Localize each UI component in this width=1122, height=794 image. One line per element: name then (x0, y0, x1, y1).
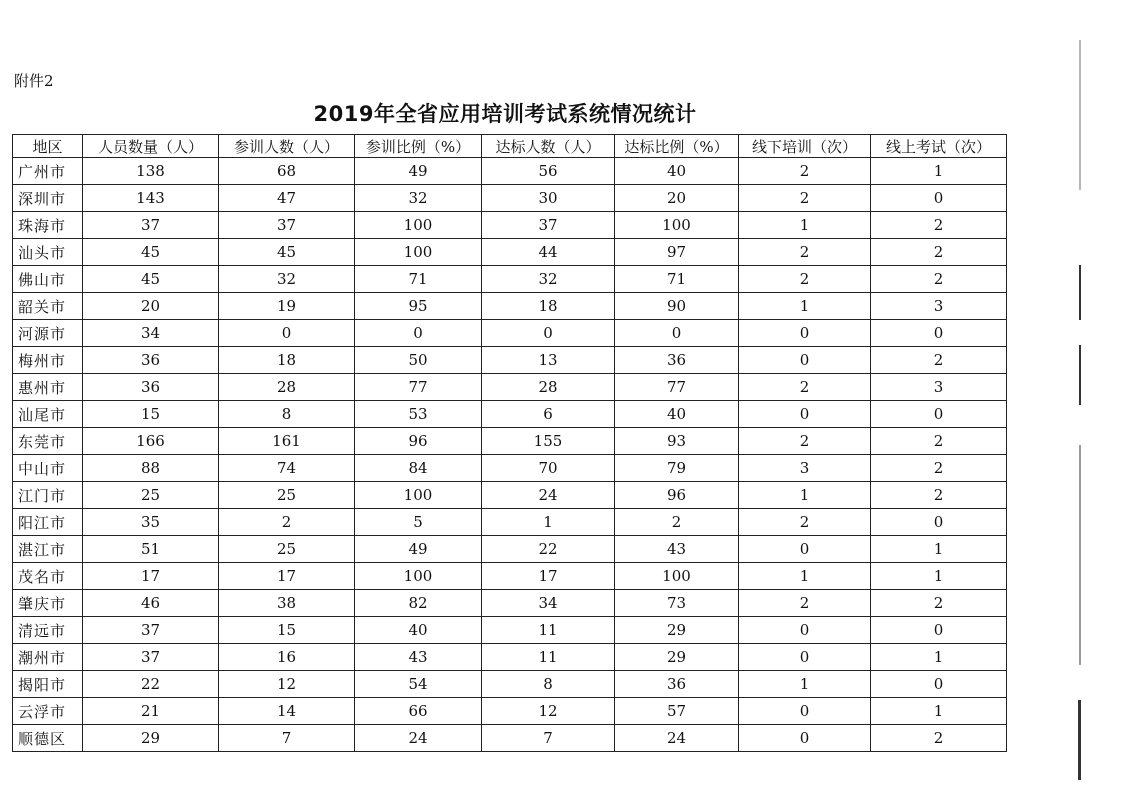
column-header: 线下培训（次） (739, 135, 871, 158)
value-cell: 100 (615, 212, 739, 239)
region-cell: 潮州市 (13, 644, 83, 671)
value-cell: 0 (871, 320, 1007, 347)
table-row (13, 374, 1007, 401)
value-cell: 36 (83, 347, 219, 374)
value-cell: 0 (739, 536, 871, 563)
value-cell: 15 (83, 401, 219, 428)
value-cell: 2 (871, 212, 1007, 239)
scan-edge-line (1079, 40, 1081, 190)
value-cell: 155 (482, 428, 615, 455)
value-cell: 0 (739, 725, 871, 752)
value-cell: 2 (871, 428, 1007, 455)
value-cell: 3 (871, 374, 1007, 401)
value-cell: 37 (83, 617, 219, 644)
region-cell: 东莞市 (13, 428, 83, 455)
value-cell: 24 (615, 725, 739, 752)
value-cell: 43 (615, 536, 739, 563)
value-cell: 43 (355, 644, 482, 671)
value-cell: 29 (83, 725, 219, 752)
scan-edge-line (1079, 345, 1081, 405)
column-header: 人员数量（人） (83, 135, 219, 158)
value-cell: 96 (615, 482, 739, 509)
value-cell: 32 (355, 185, 482, 212)
value-cell: 100 (355, 563, 482, 590)
column-header: 参训人数（人） (219, 135, 355, 158)
table-row (13, 509, 1007, 536)
table-header-row (13, 135, 1007, 158)
region-cell: 清远市 (13, 617, 83, 644)
value-cell: 1 (739, 563, 871, 590)
value-cell: 0 (739, 644, 871, 671)
value-cell: 49 (355, 158, 482, 185)
value-cell: 40 (615, 401, 739, 428)
value-cell: 1 (482, 509, 615, 536)
value-cell: 68 (219, 158, 355, 185)
value-cell: 2 (871, 725, 1007, 752)
table-row (13, 266, 1007, 293)
value-cell: 47 (219, 185, 355, 212)
value-cell: 34 (482, 590, 615, 617)
value-cell: 0 (871, 401, 1007, 428)
value-cell: 2 (615, 509, 739, 536)
value-cell: 100 (355, 239, 482, 266)
table-row (13, 401, 1007, 428)
value-cell: 5 (355, 509, 482, 536)
value-cell: 166 (83, 428, 219, 455)
value-cell: 0 (739, 698, 871, 725)
region-cell: 佛山市 (13, 266, 83, 293)
value-cell: 7 (482, 725, 615, 752)
value-cell: 2 (739, 374, 871, 401)
region-cell: 梅州市 (13, 347, 83, 374)
value-cell: 38 (219, 590, 355, 617)
value-cell: 30 (482, 185, 615, 212)
table-row (13, 482, 1007, 509)
value-cell: 17 (482, 563, 615, 590)
region-cell: 阳江市 (13, 509, 83, 536)
value-cell: 57 (615, 698, 739, 725)
value-cell: 40 (615, 158, 739, 185)
column-header: 参训比例（%） (355, 135, 482, 158)
value-cell: 8 (482, 671, 615, 698)
value-cell: 1 (739, 482, 871, 509)
value-cell: 71 (355, 266, 482, 293)
value-cell: 25 (219, 536, 355, 563)
value-cell: 17 (219, 563, 355, 590)
value-cell: 70 (482, 455, 615, 482)
value-cell: 88 (83, 455, 219, 482)
value-cell: 2 (739, 590, 871, 617)
value-cell: 0 (219, 320, 355, 347)
value-cell: 0 (871, 509, 1007, 536)
value-cell: 46 (83, 590, 219, 617)
region-cell: 肇庆市 (13, 590, 83, 617)
region-cell: 揭阳市 (13, 671, 83, 698)
statistics-table (12, 134, 1007, 752)
value-cell: 51 (83, 536, 219, 563)
table-row (13, 293, 1007, 320)
value-cell: 24 (482, 482, 615, 509)
table-row (13, 563, 1007, 590)
value-cell: 0 (482, 320, 615, 347)
value-cell: 96 (355, 428, 482, 455)
value-cell: 79 (615, 455, 739, 482)
table-row (13, 725, 1007, 752)
table-row (13, 671, 1007, 698)
value-cell: 36 (615, 671, 739, 698)
value-cell: 22 (83, 671, 219, 698)
value-cell: 53 (355, 401, 482, 428)
region-cell: 湛江市 (13, 536, 83, 563)
value-cell: 161 (219, 428, 355, 455)
value-cell: 37 (83, 644, 219, 671)
value-cell: 0 (355, 320, 482, 347)
scan-edge-line (1078, 700, 1081, 780)
region-cell: 珠海市 (13, 212, 83, 239)
document-title: 2019年全省应用培训考试系统情况统计 (313, 102, 697, 126)
value-cell: 2 (871, 482, 1007, 509)
value-cell: 0 (739, 617, 871, 644)
value-cell: 90 (615, 293, 739, 320)
value-cell: 74 (219, 455, 355, 482)
value-cell: 15 (219, 617, 355, 644)
table-row (13, 644, 1007, 671)
table-row (13, 158, 1007, 185)
value-cell: 1 (871, 536, 1007, 563)
column-header: 线上考试（次） (871, 135, 1007, 158)
region-cell: 广州市 (13, 158, 83, 185)
value-cell: 34 (83, 320, 219, 347)
column-header: 达标比例（%） (615, 135, 739, 158)
table-row (13, 455, 1007, 482)
value-cell: 49 (355, 536, 482, 563)
value-cell: 143 (83, 185, 219, 212)
value-cell: 2 (739, 428, 871, 455)
scan-edge-line (1079, 265, 1081, 320)
value-cell: 20 (83, 293, 219, 320)
value-cell: 138 (83, 158, 219, 185)
value-cell: 28 (482, 374, 615, 401)
table-row (13, 320, 1007, 347)
column-header: 地区 (13, 135, 83, 158)
value-cell: 7 (219, 725, 355, 752)
value-cell: 12 (219, 671, 355, 698)
value-cell: 0 (871, 617, 1007, 644)
value-cell: 0 (871, 671, 1007, 698)
region-cell: 深圳市 (13, 185, 83, 212)
value-cell: 1 (871, 158, 1007, 185)
value-cell: 20 (615, 185, 739, 212)
region-cell: 茂名市 (13, 563, 83, 590)
region-cell: 河源市 (13, 320, 83, 347)
value-cell: 44 (482, 239, 615, 266)
table-row (13, 185, 1007, 212)
value-cell: 21 (83, 698, 219, 725)
value-cell: 28 (219, 374, 355, 401)
value-cell: 1 (739, 212, 871, 239)
scan-edge-line (1079, 445, 1081, 665)
table-row (13, 239, 1007, 266)
value-cell: 32 (219, 266, 355, 293)
column-header: 达标人数（人） (482, 135, 615, 158)
value-cell: 73 (615, 590, 739, 617)
value-cell: 82 (355, 590, 482, 617)
value-cell: 93 (615, 428, 739, 455)
value-cell: 36 (615, 347, 739, 374)
value-cell: 1 (739, 293, 871, 320)
value-cell: 36 (83, 374, 219, 401)
table-row (13, 590, 1007, 617)
value-cell: 77 (355, 374, 482, 401)
value-cell: 22 (482, 536, 615, 563)
value-cell: 29 (615, 644, 739, 671)
value-cell: 2 (739, 239, 871, 266)
value-cell: 2 (871, 239, 1007, 266)
value-cell: 6 (482, 401, 615, 428)
value-cell: 45 (83, 266, 219, 293)
value-cell: 1 (739, 671, 871, 698)
value-cell: 0 (739, 320, 871, 347)
value-cell: 2 (219, 509, 355, 536)
value-cell: 0 (871, 185, 1007, 212)
value-cell: 2 (739, 266, 871, 293)
value-cell: 84 (355, 455, 482, 482)
value-cell: 66 (355, 698, 482, 725)
value-cell: 2 (871, 266, 1007, 293)
value-cell: 14 (219, 698, 355, 725)
value-cell: 2 (871, 590, 1007, 617)
value-cell: 45 (83, 239, 219, 266)
value-cell: 45 (219, 239, 355, 266)
value-cell: 11 (482, 644, 615, 671)
value-cell: 97 (615, 239, 739, 266)
value-cell: 18 (482, 293, 615, 320)
value-cell: 50 (355, 347, 482, 374)
value-cell: 0 (739, 347, 871, 374)
region-cell: 云浮市 (13, 698, 83, 725)
value-cell: 32 (482, 266, 615, 293)
region-cell: 汕头市 (13, 239, 83, 266)
region-cell: 江门市 (13, 482, 83, 509)
region-cell: 汕尾市 (13, 401, 83, 428)
value-cell: 3 (871, 293, 1007, 320)
value-cell: 54 (355, 671, 482, 698)
table-row (13, 698, 1007, 725)
value-cell: 2 (739, 185, 871, 212)
region-cell: 中山市 (13, 455, 83, 482)
table-row (13, 212, 1007, 239)
value-cell: 8 (219, 401, 355, 428)
value-cell: 1 (871, 644, 1007, 671)
table-row (13, 428, 1007, 455)
value-cell: 2 (871, 455, 1007, 482)
value-cell: 100 (355, 212, 482, 239)
value-cell: 40 (355, 617, 482, 644)
value-cell: 3 (739, 455, 871, 482)
value-cell: 100 (355, 482, 482, 509)
value-cell: 11 (482, 617, 615, 644)
value-cell: 16 (219, 644, 355, 671)
value-cell: 2 (739, 509, 871, 536)
value-cell: 25 (219, 482, 355, 509)
value-cell: 2 (739, 158, 871, 185)
value-cell: 13 (482, 347, 615, 374)
value-cell: 24 (355, 725, 482, 752)
value-cell: 1 (871, 563, 1007, 590)
value-cell: 17 (83, 563, 219, 590)
value-cell: 25 (83, 482, 219, 509)
value-cell: 19 (219, 293, 355, 320)
value-cell: 77 (615, 374, 739, 401)
table-row (13, 347, 1007, 374)
value-cell: 12 (482, 698, 615, 725)
value-cell: 29 (615, 617, 739, 644)
value-cell: 18 (219, 347, 355, 374)
region-cell: 惠州市 (13, 374, 83, 401)
value-cell: 71 (615, 266, 739, 293)
value-cell: 56 (482, 158, 615, 185)
value-cell: 37 (482, 212, 615, 239)
region-cell: 顺德区 (13, 725, 83, 752)
value-cell: 100 (615, 563, 739, 590)
value-cell: 0 (739, 401, 871, 428)
value-cell: 0 (615, 320, 739, 347)
value-cell: 1 (871, 698, 1007, 725)
value-cell: 2 (871, 347, 1007, 374)
table-row (13, 536, 1007, 563)
table-row (13, 617, 1007, 644)
region-cell: 韶关市 (13, 293, 83, 320)
value-cell: 37 (219, 212, 355, 239)
value-cell: 37 (83, 212, 219, 239)
value-cell: 95 (355, 293, 482, 320)
value-cell: 35 (83, 509, 219, 536)
attachment-label: 附件2 (14, 72, 54, 90)
